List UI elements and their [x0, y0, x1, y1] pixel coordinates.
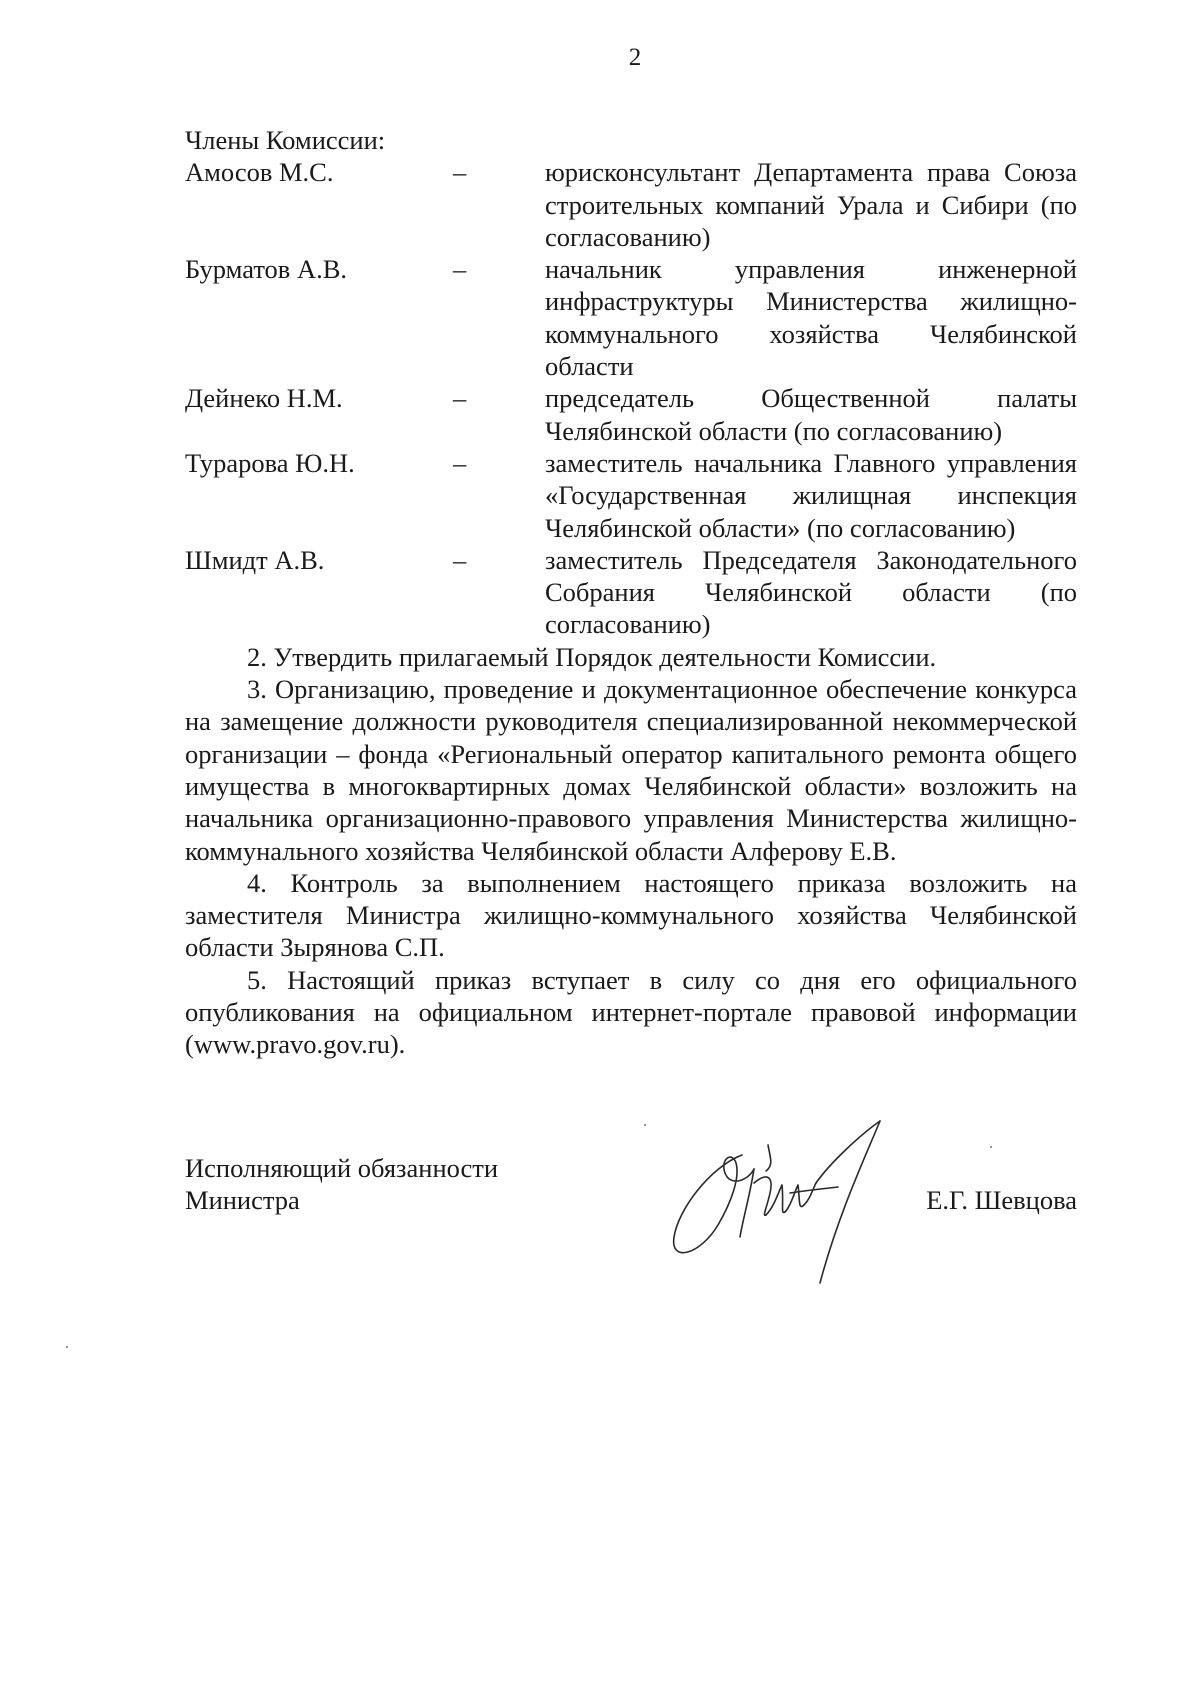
commission-members-heading: Члены Комиссии:	[185, 125, 386, 155]
paragraph-5: 5. Настоящий приказ вступает в силу со дня его официального опубликования на официальном интернет-портале правовой информации (www.pravo.gov.ru).	[185, 964, 1077, 1060]
commission-member	[185, 544, 1077, 641]
member-dash: –	[453, 544, 467, 575]
member-description: председатель Общественной палаты Челябинской области (по согласованию)	[545, 383, 1077, 446]
member-description: заместитель Председателя Законодательного Собрания Челябинской области (по согласованию)	[545, 544, 1077, 640]
paragraph-4: 4. Контроль за выполнением настоящего приказа возложить на заместителя Министра жилищно-коммунального хозяйства Челябинской области Зырянова С.П.	[185, 867, 1077, 963]
signatory-title-line-2: Министра	[185, 1185, 300, 1216]
signatory-title	[185, 1152, 498, 1217]
commission-member	[185, 382, 1077, 447]
handwritten-signature	[670, 1115, 940, 1285]
member-name: Бурматов А.В.	[185, 254, 348, 285]
member-dash: –	[453, 383, 467, 414]
signature-block	[185, 1152, 1077, 1292]
member-dash: –	[453, 254, 467, 285]
commission-member	[185, 447, 1077, 544]
scan-speck	[990, 1146, 992, 1148]
member-description: начальник управления инженерной инфраструктуры Министерства жилищно-коммунального хозяйства Челябинской области	[545, 254, 1077, 382]
member-description: заместитель начальника Главного управления «Государственная жилищная инспекция Челябинской области» (по согласованию)	[545, 447, 1077, 543]
scan-speck	[66, 1346, 68, 1348]
member-name: Дейнеко Н.М.	[185, 383, 343, 414]
commission-member	[185, 253, 1077, 382]
member-dash: –	[453, 157, 467, 188]
paragraph-2: 2. Утвердить прилагаемый Порядок деятельности Комиссии.	[247, 641, 937, 672]
member-name: Амосов М.С.	[185, 157, 334, 188]
member-name: Турарова Ю.Н.	[185, 447, 355, 478]
member-name: Шмидт А.В.	[185, 544, 325, 575]
commission-member	[185, 156, 1077, 253]
scan-speck	[644, 1124, 646, 1126]
paragraph-3: 3. Организацию, проведение и документационное обеспечение конкурса на замещение должности руководителя специализированной некоммерческой организации – фонда «Региональный оператор капитального ремонта общего имущества в многоквартирных домах Челябинской области» возложить на начальника организационно-правового управления Министерства жилищно-коммунального хозяйства Челябинской области Алферову Е.В.	[185, 674, 1077, 866]
member-dash: –	[453, 447, 467, 478]
member-description: юрисконсультант Департамента права Союза строительных компаний Урала и Сибири (по согласованию)	[545, 157, 1077, 252]
document-body	[185, 124, 1077, 1061]
signatory-title-line-1: Исполняющий обязанности	[185, 1153, 499, 1183]
page-number: 2	[628, 44, 642, 71]
signatory-name: Е.Г. Шевцова	[926, 1185, 1077, 1215]
